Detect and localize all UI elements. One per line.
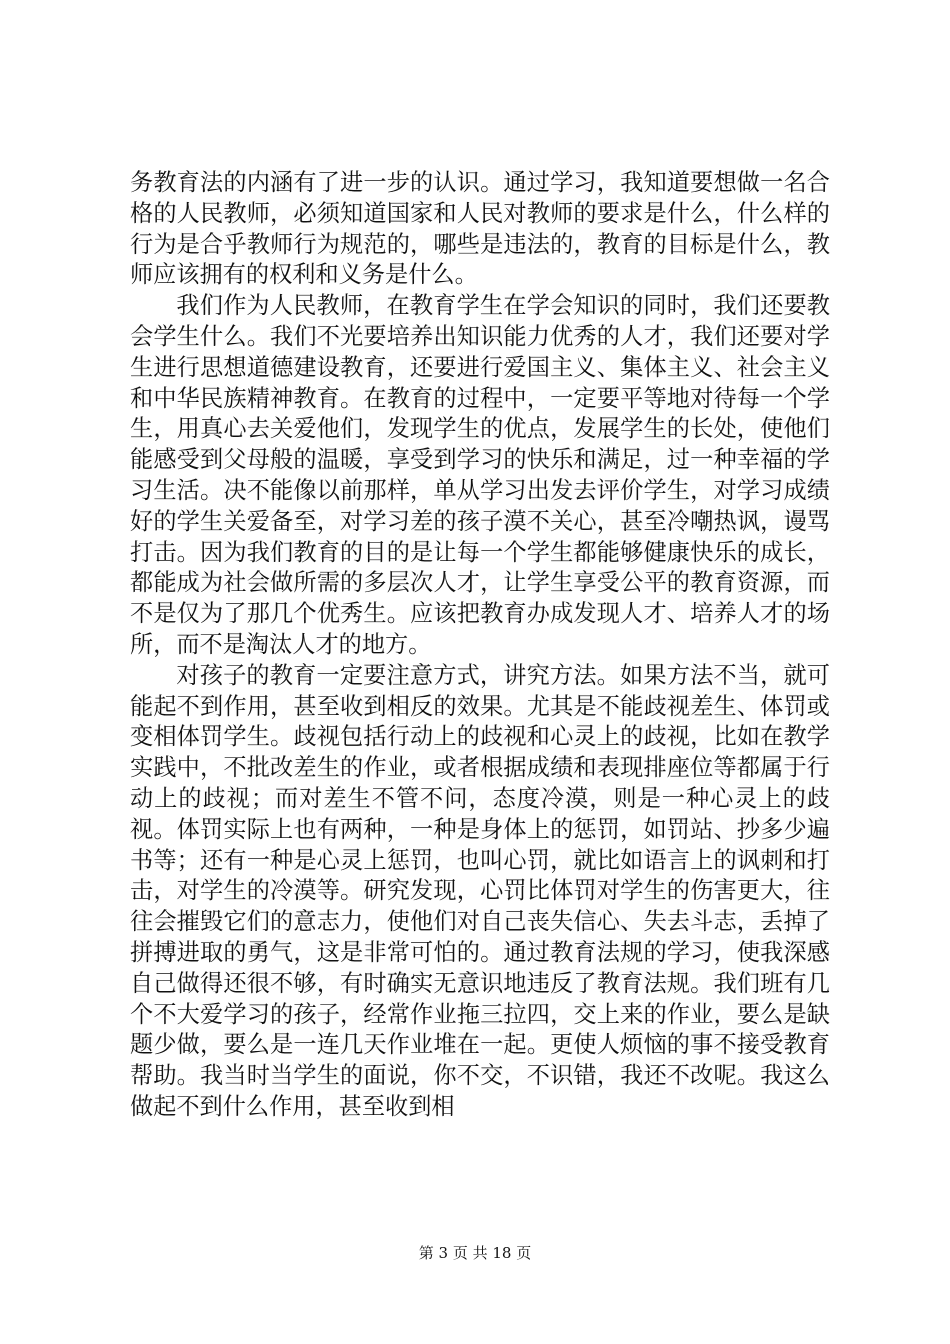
document-body (130, 168, 830, 1123)
page-number-footer: 第 3 页 共 18 页 (418, 1244, 532, 1262)
paragraph-continuation: 务教育法的内涵有了进一步的认识。通过学习，我知道要想做一名合格的人民教师，必须知道国家和人民对教师的要求是什么，什么样的行为是合乎教师行为规范的，哪些是违法的，教育的目标是什么，教师应该拥有的权利和义务是什么。 (130, 169, 830, 289)
paragraph-education-method: 对孩子的教育一定要注意方式，讲究方法。如果方法不当，就可能起不到作用，甚至收到相反的效果。尤其是不能歧视差生、体罚或变相体罚学生。歧视包括行动上的歧视和心灵上的歧视，比如在教学实践中，不批改差生的作业，或者根据成绩和表现排座位等都属于行动上的歧视；而对差生不管不问，态度冷漠，则是一种心灵上的歧视。体罚实际上也有两种，一种是身体上的惩罚，如罚站、抄多少遍书等；还有一种是心灵上惩罚，也叫心罚，就比如语言上的讽刺和打击，对学生的冷漠等。研究发现，心罚比体罚对学生的伤害更大，往往会摧毁它们的意志力，使他们对自己丧失信心、失去斗志，丢掉了拼搏进取的勇气，这是非常可怕的。通过教育法规的学习，使我深感自己做得还很不够，有时确实无意识地违反了教育法规。我们班有几个不大爱学习的孩子，经常作业拖三拉四，交上来的作业，要么是缺题少做，要么是一连几天作业堆在一起。更使人烦恼的事不接受教育帮助。我当时当学生的面说，你不交，不识错，我还不改呢。我这么做起不到什么作用，甚至收到相 (130, 661, 830, 1120)
paragraph-teacher-duty: 我们作为人民教师，在教育学生在学会知识的同时，我们还要教会学生什么。我们不光要培养出知识能力优秀的人才，我们还要对学生进行思想道德建设教育，还要进行爱国主义、集体主义、社会主义和中华民族精神教育。在教育的过程中，一定要平等地对待每一个学生，用真心去关爱他们，发现学生的优点，发展学生的长处，使他们能感受到父母般的温暖，享受到学习的快乐和满足，过一种幸福的学习生活。决不能像以前那样，单从学习出发去评价学生，对学习成绩好的学生关爱备至，对学习差的孩子漠不关心，甚至冷嘲热讽，谩骂打击。因为我们教育的目的是让每一个学生都能够健康快乐的成长，都能成为社会做所需的多层次人才，让学生享受公平的教育资源，而不是仅为了那几个优秀生。应该把教育办成发现人才、培养人才的场所，而不是淘汰人才的地方。 (130, 292, 830, 658)
